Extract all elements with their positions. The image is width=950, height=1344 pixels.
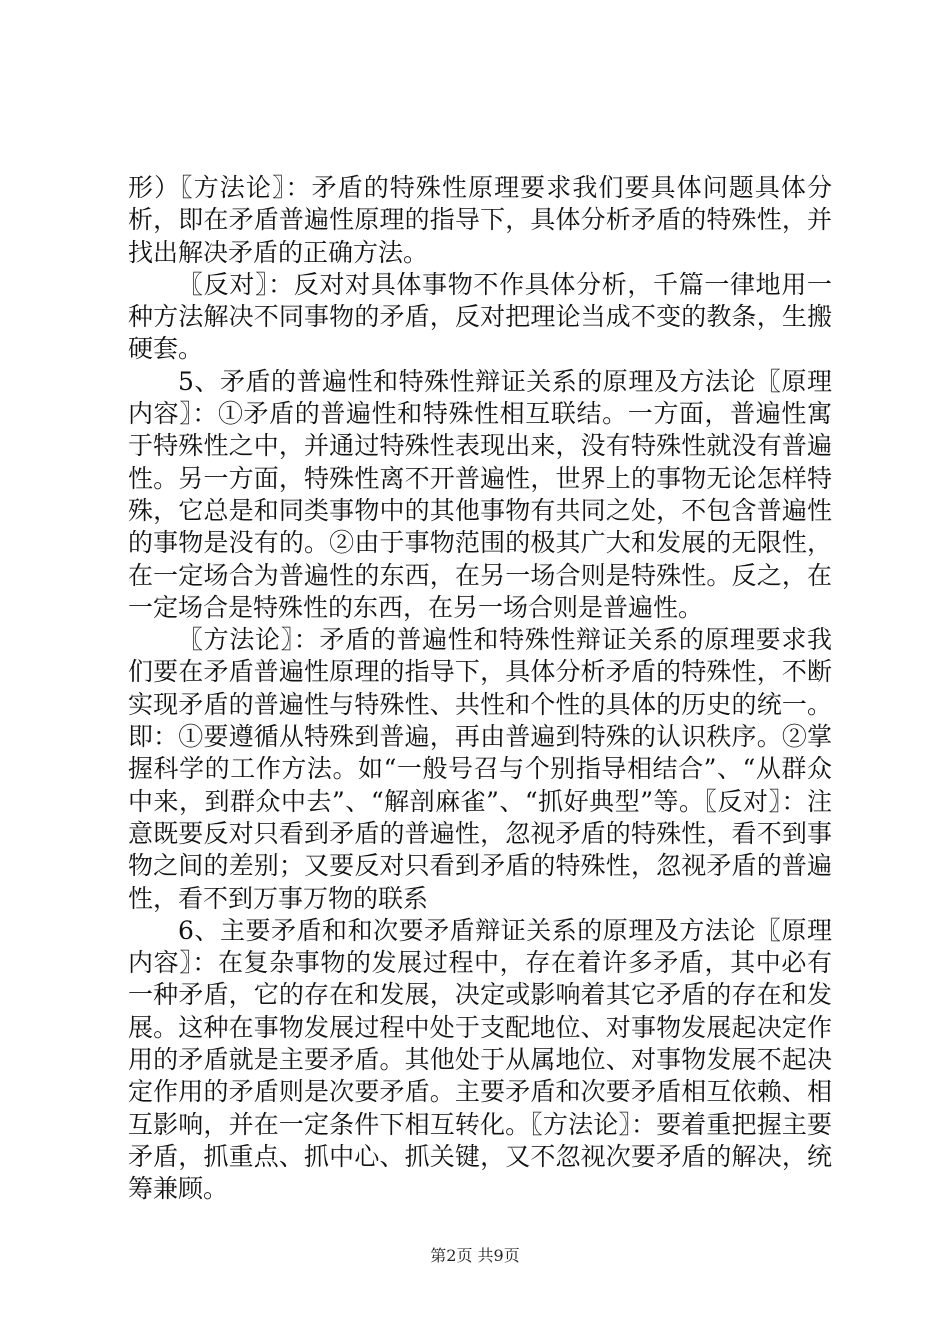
paragraph-section-5-principle: 5、矛盾的普遍性和特殊性辩证关系的原理及方法论〖原理内容〗：①矛盾的普遍性和特殊性相互联结。一方面，普遍性寓于特殊性之中，并通过特殊性表现出来，没有特殊性就没有普遍性。另一方面，特殊性离不开普遍性，世界上的事物无论怎样特殊，它总是和同类事物中的其他事物有共同之处，不包含普遍性的事物是没有的。②由于事物范围的极其广大和发展的无限性，在一定场合为普遍性的东西，在另一场合则是特殊性。反之，在一定场合是特殊性的东西，在另一场合则是普遍性。 xyxy=(128,366,832,622)
paragraph-method-continuation: 形）〖方法论〗：矛盾的特殊性原理要求我们要具体问题具体分析，即在矛盾普遍性原理的指导下，具体分析矛盾的特殊性，并找出解决矛盾的正确方法。 xyxy=(128,173,832,267)
document-body xyxy=(128,172,832,1206)
paragraph-section-6: 6、主要矛盾和和次要矛盾辩证关系的原理及方法论〖原理内容〗：在复杂事物的发展过程中，存在着许多矛盾，其中必有一种矛盾，它的存在和发展，决定或影响着其它矛盾的存在和发展。这种在事物发展过程中处于支配地位、对事物发展起决定作用的矛盾就是主要矛盾。其他处于从属地位、对事物发展不起决定作用的矛盾则是次要矛盾。主要矛盾和次要矛盾相互依赖、相互影响，并在一定条件下相互转化。〖方法论〗：要着重把握主要矛盾，抓重点、抓中心、抓关键，又不忽视次要矛盾的解决，统筹兼顾。 xyxy=(128,915,832,1204)
page-number-footer: 第2页 共9页 xyxy=(430,1246,520,1265)
paragraph-oppose: 〖反对〗：反对对具体事物不作具体分析，千篇一律地用一种方法解决不同事物的矛盾，反对把理论当成不变的教条，生搬硬套。 xyxy=(128,269,832,364)
paragraph-section-5-method: 〖方法论〗：矛盾的普遍性和特殊性辩证关系的原理要求我们要在矛盾普遍性原理的指导下，具体分析矛盾的特殊性，不断实现矛盾的普遍性与特殊性、共性和个性的具体的历史的统一。即：①要遵循从特殊到普遍，再由普遍到特殊的认识秩序。②掌握科学的工作方法。如“一般号召与个别指导相结合”、“从群众中来，到群众中去”、“解剖麻雀”、“抓好典型”等。〖反对〗：注意既要反对只看到矛盾的普遍性，忽视矛盾的特殊性，看不到事物之间的差别；又要反对只看到矛盾的特殊性，忽视矛盾的普遍性，看不到万事万物的联系 xyxy=(128,625,832,913)
